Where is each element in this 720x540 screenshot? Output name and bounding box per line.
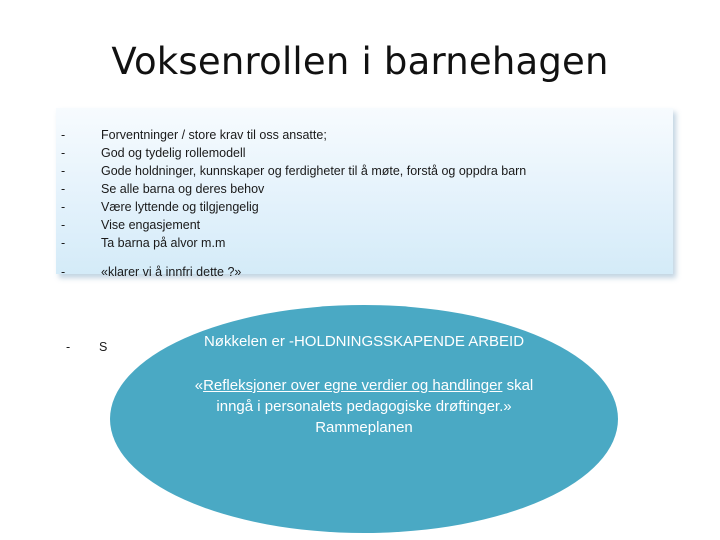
slide-title: Voksenrollen i barnehagen [111, 40, 609, 83]
bullet-panel [56, 108, 673, 279]
quote-source: Rammeplanen [315, 419, 413, 436]
bullet-dash: - [61, 164, 66, 178]
list-item [56, 144, 526, 162]
list-item-text: Være lyttende og tilgjengelig [101, 200, 259, 214]
bullet-dash: - [61, 146, 66, 160]
list-item-text: Vise engasjement [101, 218, 201, 232]
list-item-text: God og tydelig rollemodell [101, 146, 246, 160]
list-item-text: Se alle barna og deres behov [101, 182, 265, 196]
bullet-dash: - [61, 265, 66, 279]
list-item-question [56, 263, 526, 281]
bullet-dash: - [66, 340, 71, 354]
list-item-text: Forventninger / store krav til oss ansatte; [101, 128, 327, 142]
list-item [56, 234, 526, 252]
quote-line-2: inngå i personalets pedagogiske drøftinger.» [216, 398, 512, 415]
quote-underlined-text: Refleksjoner over egne verdier og handlinger [203, 377, 503, 394]
bullet-dash: - [61, 200, 66, 214]
partially-hidden-line [61, 340, 107, 354]
list-item [56, 180, 526, 198]
list-item [56, 126, 526, 144]
quote-open-mark: « [194, 377, 204, 394]
bullet-dash: - [61, 182, 66, 196]
bullet-dash: - [61, 236, 66, 250]
quote-line-1 [110, 375, 618, 396]
bullet-dash: - [61, 128, 66, 142]
list-item [56, 162, 526, 180]
bullet-list [56, 126, 526, 281]
list-item [56, 216, 526, 234]
question-text: «klarer vi å innfri dette ?» [101, 265, 242, 279]
callout-quote [110, 375, 618, 438]
list-item-text: Gode holdninger, kunnskaper og ferdigheter til å møte, forstå og oppdra barn [101, 164, 527, 178]
callout-heading: Nøkkelen er -HOLDNINGSSKAPENDE ARBEID [203, 333, 525, 350]
bullet-dash: - [61, 218, 66, 232]
callout-oval [110, 305, 618, 533]
list-item [56, 198, 526, 216]
partial-line-text: S [99, 340, 108, 354]
list-item-text: Ta barna på alvor m.m [101, 236, 226, 250]
quote-line-1-rest: skal [502, 377, 534, 394]
